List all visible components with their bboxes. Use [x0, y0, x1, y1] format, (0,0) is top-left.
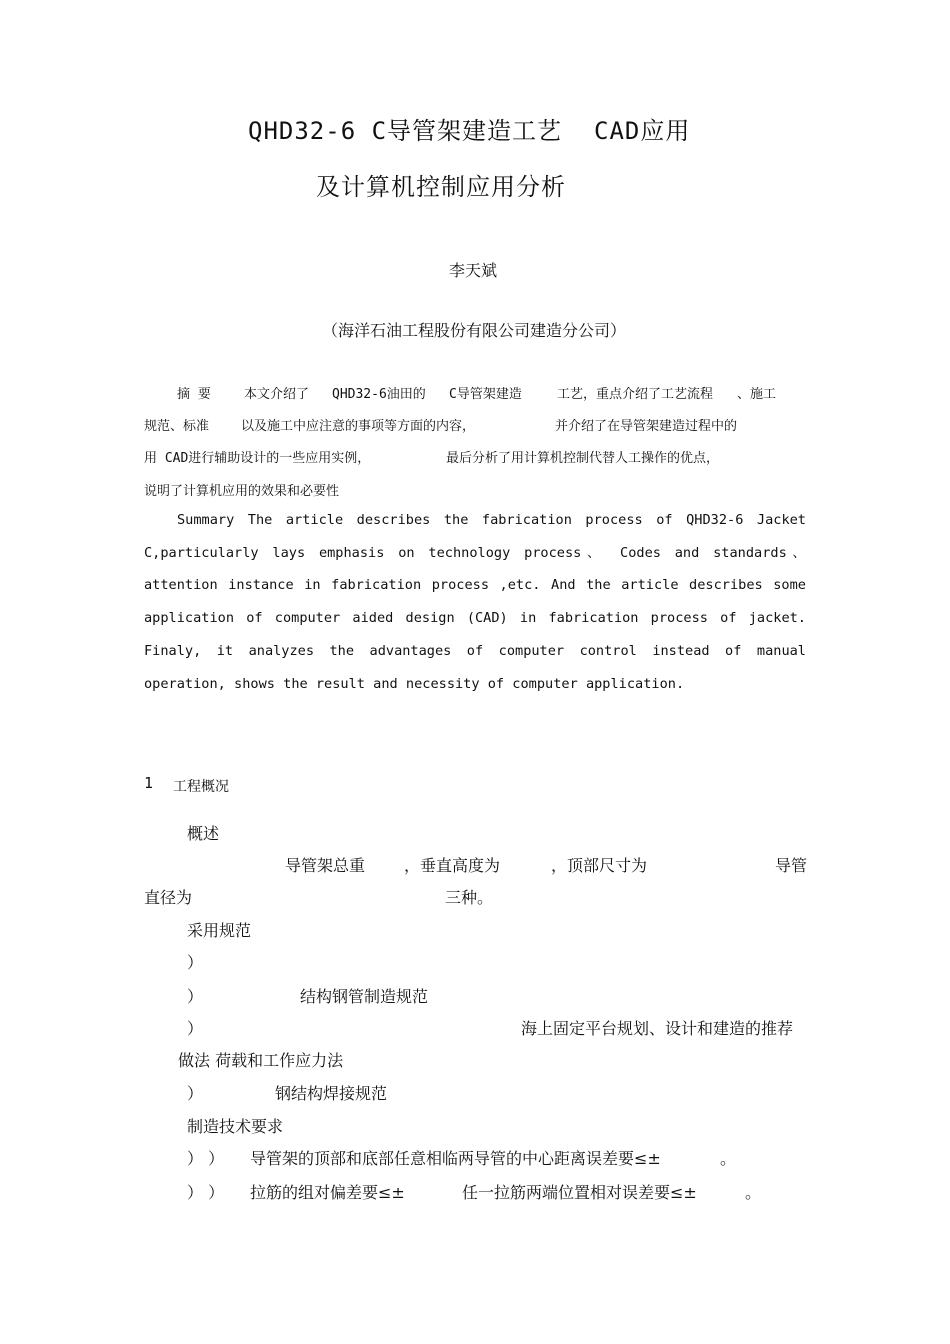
abstract-text: 工艺，重点介绍了工艺流程	[557, 387, 714, 402]
code-item: ）	[187, 1084, 204, 1103]
requirements-label: 制造技术要求	[187, 1117, 284, 1136]
code-item: 钢结构焊接规范	[275, 1084, 388, 1103]
requirement-item: ） ）	[187, 1149, 225, 1168]
abstract-text: 以及施工中应注意的事项等方面的内容，	[241, 419, 476, 434]
abstract-text: 本文介绍了	[244, 387, 310, 402]
requirement-item: 。	[745, 1183, 762, 1202]
author: 李天斌	[449, 261, 498, 280]
abstract-text: C导管架建造	[449, 387, 522, 402]
requirement-item: 拉筋的组对偏差要≤±	[250, 1183, 405, 1202]
code-item: ）	[187, 1019, 204, 1038]
summary-english: Summary The article describes the fabrication process of QHD32-6 Jacket C,particularly lays emphasis on technology process、 Codes and standards、 attention instance in fabrication process ,etc. And the article describes some application of computer aided design (CAD) in fabrication process of jacket. Finaly, it analyzes the advantages of computer control instead of manual operation, shows the result and necessity of computer application.	[144, 512, 806, 692]
requirement-item: 导管架的顶部和底部任意相临两导管的中心距离误差要≤±	[250, 1149, 661, 1168]
abstract-text: 说明了计算机应用的效果和必要性	[144, 484, 340, 499]
body-text: 导管架总重	[285, 856, 366, 875]
overview-label: 概述	[187, 824, 220, 843]
abstract-label: 摘 要	[177, 387, 211, 402]
section-number: 1	[144, 774, 154, 792]
affiliation: （海洋石油工程股份有限公司建造分公司）	[322, 321, 627, 340]
code-item: 结构钢管制造规范	[300, 987, 429, 1006]
abstract-text: 用 CAD进行辅助设计的一些应用实例，	[144, 451, 371, 466]
title-line1-part2: CAD应用	[594, 117, 691, 145]
body-text: 三种。	[445, 888, 494, 907]
abstract-text: 最后分析了用计算机控制代替人工操作的优点，	[446, 451, 720, 466]
title-line1-part1: QHD32-6 C导管架建造工艺	[248, 117, 563, 145]
codes-label: 采用规范	[187, 921, 252, 940]
body-text: 直径为	[144, 888, 193, 907]
section-heading: 工程概况	[173, 779, 229, 795]
code-item: 海上固定平台规划、设计和建造的推荐	[521, 1019, 794, 1038]
body-text: 导管	[775, 856, 808, 875]
title-line2: 及计算机控制应用分析	[316, 173, 566, 201]
body-text: ，垂直高度为	[404, 856, 501, 875]
abstract-text: 、施工	[737, 387, 777, 402]
abstract-text: 规范、标准	[144, 419, 210, 434]
body-text: ，顶部尺寸为	[551, 856, 648, 875]
abstract-text: 并介绍了在导管架建造过程中的	[555, 419, 738, 434]
code-item: ）	[187, 953, 204, 972]
code-item: ）	[187, 987, 204, 1006]
code-item: 做法 荷载和工作应力法	[178, 1051, 344, 1070]
abstract-text: QHD32-6油田的	[332, 387, 426, 402]
requirement-item: 任一拉筋两端位置相对误差要≤±	[462, 1183, 697, 1202]
requirement-item: 。	[720, 1149, 737, 1168]
requirement-item: ） ）	[187, 1183, 225, 1202]
